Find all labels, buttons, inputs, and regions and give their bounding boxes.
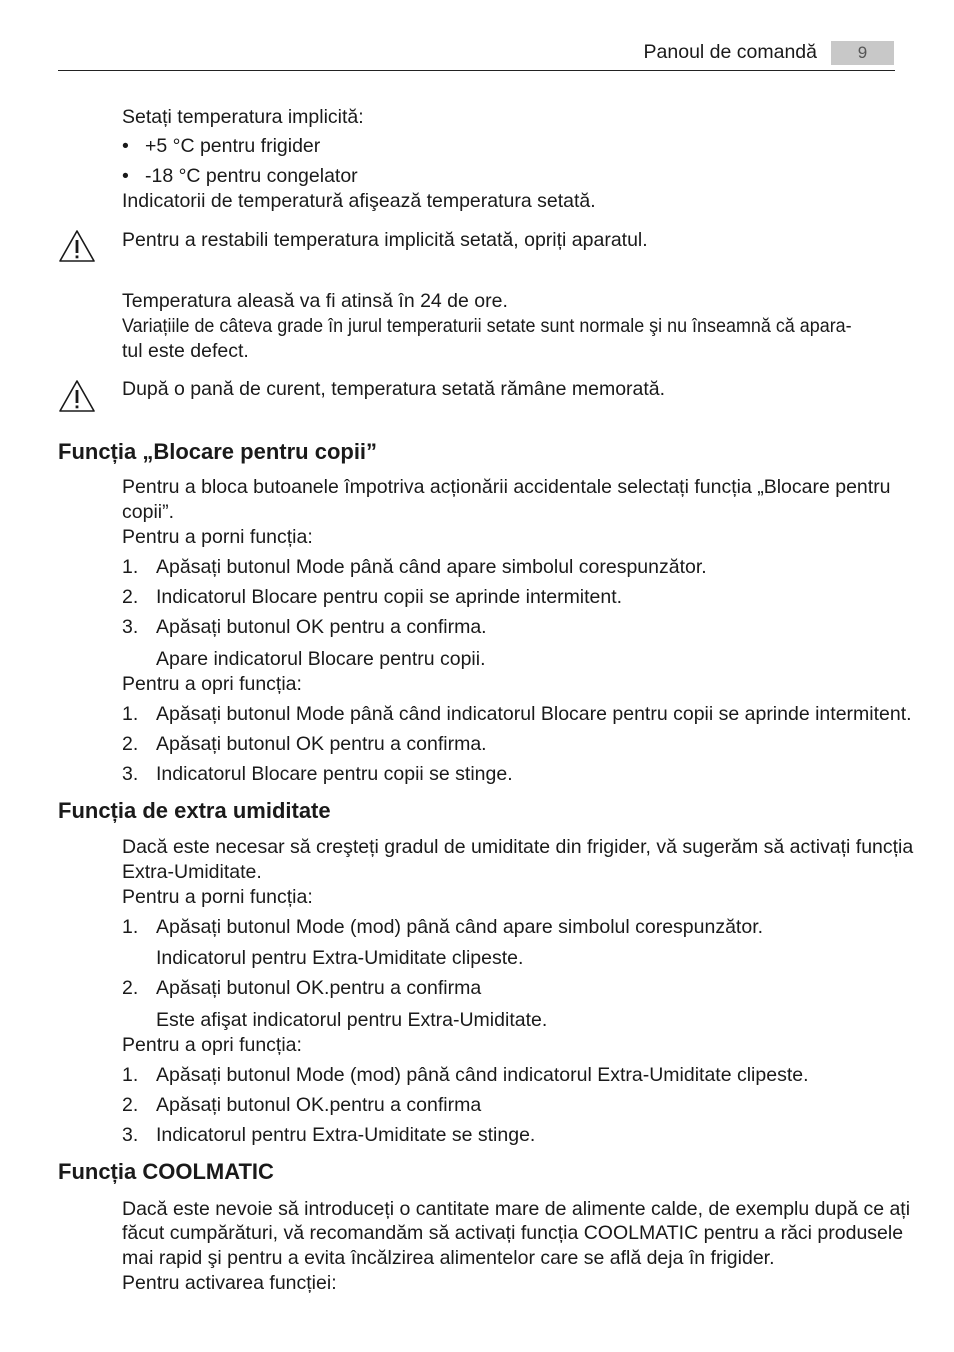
sub-label: Pentru activarea funcției: — [122, 1272, 337, 1294]
bullet-marker: • — [122, 135, 129, 157]
section-heading-extra-humidity: Funcția de extra umiditate — [58, 798, 331, 823]
step-number: 1. — [122, 916, 139, 938]
list-item: Apăsați butonul Mode până când apare simbolul corespunzător. — [156, 556, 707, 578]
warning-triangle-icon — [58, 379, 96, 413]
list-item: Indicatorul Blocare pentru copii se aprinde intermitent. — [156, 586, 623, 608]
step-note: Este afişat indicatorul pentru Extra-Umiditate. — [156, 1009, 548, 1031]
step-number: 3. — [122, 616, 139, 638]
sub-label: Pentru a opri funcția: — [122, 673, 302, 695]
step-number: 2. — [122, 1094, 139, 1116]
list-item: Apăsați butonul Mode (mod) până când indicatorul Extra-Umiditate clipeste. — [156, 1064, 809, 1086]
sub-label: Pentru a porni funcția: — [122, 886, 313, 908]
paragraph: Pentru a bloca butoanele împotriva acționării accidentale selectați funcția „Blocare pentru — [122, 476, 891, 498]
step-number: 3. — [122, 1124, 139, 1146]
step-note: Apare indicatorul Blocare pentru copii. — [156, 648, 486, 670]
warning-text: După o pană de curent, temperatura setată rămâne memorată. — [122, 378, 666, 400]
temp-note: tul este defect. — [122, 340, 249, 362]
warning-text: Pentru a restabili temperatura implicită setată, opriți aparatul. — [122, 229, 648, 251]
temp-note: Temperatura aleasă va fi atinsă în 24 de ore. — [122, 290, 508, 312]
bullet-marker: • — [122, 165, 129, 187]
step-note: Indicatorul pentru Extra-Umiditate clipeste. — [156, 947, 524, 969]
step-number: 2. — [122, 586, 139, 608]
sub-label: Pentru a opri funcția: — [122, 1034, 302, 1056]
intro-line: Setați temperatura implicită: — [122, 106, 364, 128]
header-divider — [58, 70, 895, 71]
list-item: Indicatorul pentru Extra-Umiditate se stinge. — [156, 1124, 536, 1146]
paragraph: Dacă este nevoie să introduceți o cantitate mare de alimente calde, de exemplu după ce ați — [122, 1198, 911, 1220]
step-number: 2. — [122, 977, 139, 999]
step-number: 1. — [122, 556, 139, 578]
sub-label: Pentru a porni funcția: — [122, 526, 313, 548]
list-item: Apăsați butonul OK.pentru a confirma — [156, 977, 482, 999]
list-item: Apăsați butonul Mode până când indicatorul Blocare pentru copii se aprinde intermitent. — [156, 703, 912, 725]
paragraph: făcut cumpărături, vă recomandăm să activați funcția COOLMATIC pentru a răci produsele — [122, 1222, 904, 1244]
paragraph: mai rapid şi pentru a evita încălzirea alimentelor care se află deja în frigider. — [122, 1247, 775, 1269]
list-item: Apăsați butonul OK.pentru a confirma — [156, 1094, 482, 1116]
paragraph: Extra-Umiditate. — [122, 861, 262, 883]
bullet-item: +5 °C pentru frigider — [145, 135, 321, 157]
warning-triangle-icon — [58, 229, 96, 263]
section-heading-child-lock: Funcția „Blocare pentru copii” — [58, 439, 378, 464]
list-item: Apăsați butonul OK pentru a confirma. — [156, 733, 487, 755]
step-number: 3. — [122, 763, 139, 785]
paragraph: Dacă este necesar să creşteți gradul de umiditate din frigider, vă sugerăm să activați funcția — [122, 836, 914, 858]
bullet-item: -18 °C pentru congelator — [145, 165, 358, 187]
list-item: Indicatorul Blocare pentru copii se stinge. — [156, 763, 513, 785]
list-item: Apăsați butonul OK pentru a confirma. — [156, 616, 487, 638]
step-number: 1. — [122, 703, 139, 725]
step-number: 1. — [122, 1064, 139, 1086]
page-header-title: Panoul de comandă — [643, 41, 817, 63]
page-number: 9 — [831, 41, 894, 65]
intro-line: Indicatorii de temperatură afişează temperatura setată. — [122, 190, 596, 212]
step-number: 2. — [122, 733, 139, 755]
section-heading-coolmatic: Funcția COOLMATIC — [58, 1159, 274, 1184]
paragraph: copii”. — [122, 501, 175, 523]
temp-note: Variațiile de câteva grade în jurul temperaturii setate sunt normale şi nu înseamnă că apara- — [122, 315, 852, 337]
list-item: Apăsați butonul Mode (mod) până când apare simbolul corespunzător. — [156, 916, 764, 938]
